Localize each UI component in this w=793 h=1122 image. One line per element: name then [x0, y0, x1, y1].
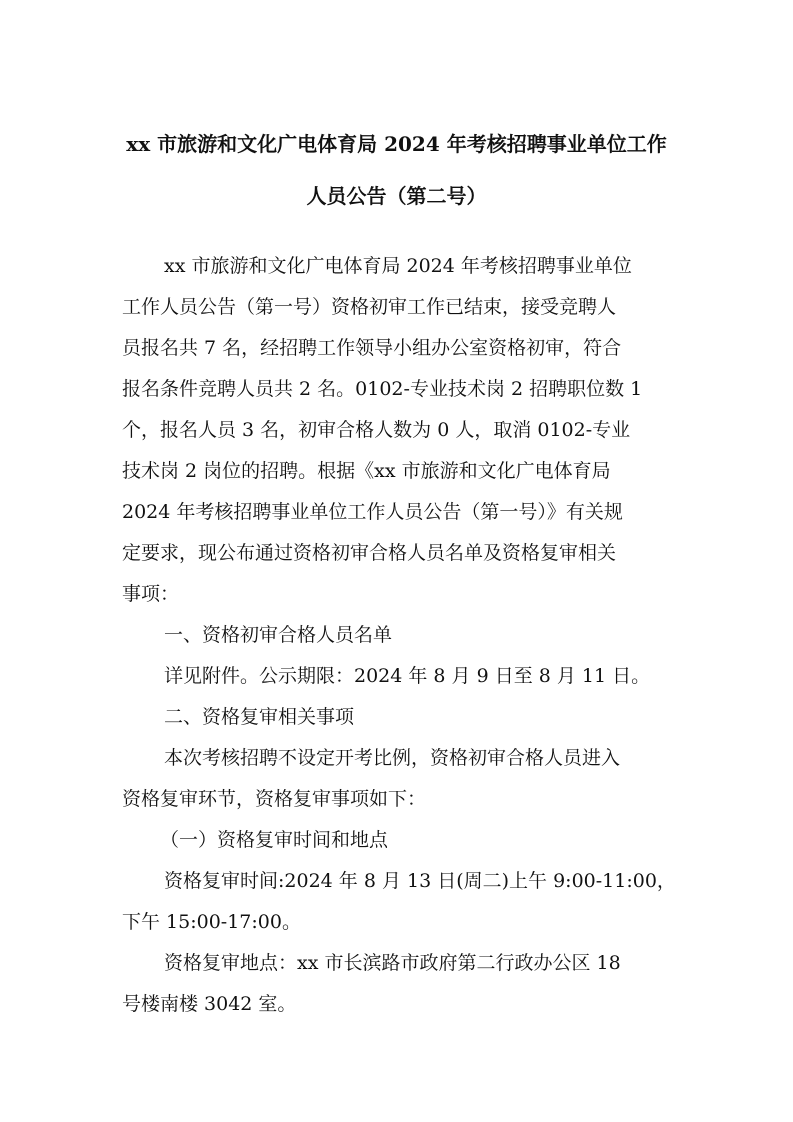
paragraph-line: 详见附件。公示期限：2024 年 8 月 9 日至 8 月 11 日。	[164, 665, 651, 687]
paragraph-line: 资格复审时间:2024 年 8 月 13 日(周二)上午 9:00-11:00，	[164, 870, 676, 892]
paragraph-line: xx 市旅游和文化广电体育局 2024 年考核招聘事业单位	[164, 255, 632, 277]
paragraph-line: 工作人员公告（第一号）资格初审工作已结束，接受竞聘人	[122, 296, 617, 318]
paragraph-line: 员报名共 7 名，经招聘工作领导小组办公室资格初审，符合	[122, 337, 622, 359]
section-heading-2: 二、资格复审相关事项	[164, 706, 355, 728]
document-title-line-1: xx 市旅游和文化广电体育局 2024 年考核招聘事业单位工作	[126, 132, 667, 156]
paragraph-line: 报名条件竞聘人员共 2 名。0102-专业技术岗 2 招聘职位数 1	[122, 378, 643, 400]
paragraph-line: 本次考核招聘不设定开考比例，资格初审合格人员进入	[164, 747, 621, 769]
paragraph-line: 号楼南楼 3042 室。	[122, 993, 297, 1015]
subsection-heading-1: （一）资格复审时间和地点	[160, 829, 389, 851]
paragraph-line: 下午 15:00-17:00。	[122, 911, 301, 933]
paragraph-line: 2024 年考核招聘事业单位工作人员公告（第一号）》有关规	[122, 501, 623, 523]
paragraph-line: 定要求，现公布通过资格初审合格人员名单及资格复审相关	[122, 542, 617, 564]
paragraph-line: 资格复审环节，资格复审事项如下：	[122, 788, 427, 810]
document-title-line-2: 人员公告（第二号）	[306, 184, 487, 208]
paragraph-line: 个，报名人员 3 名，初审合格人数为 0 人，取消 0102-专业	[122, 419, 631, 441]
paragraph-line: 资格复审地点：xx 市长滨路市政府第二行政办公区 18	[164, 952, 621, 974]
paragraph-line: 事项：	[122, 583, 180, 605]
section-heading-1: 一、资格初审合格人员名单	[164, 624, 393, 646]
paragraph-line: 技术岗 2 岗位的招聘。根据《xx 市旅游和文化广电体育局	[122, 460, 611, 482]
